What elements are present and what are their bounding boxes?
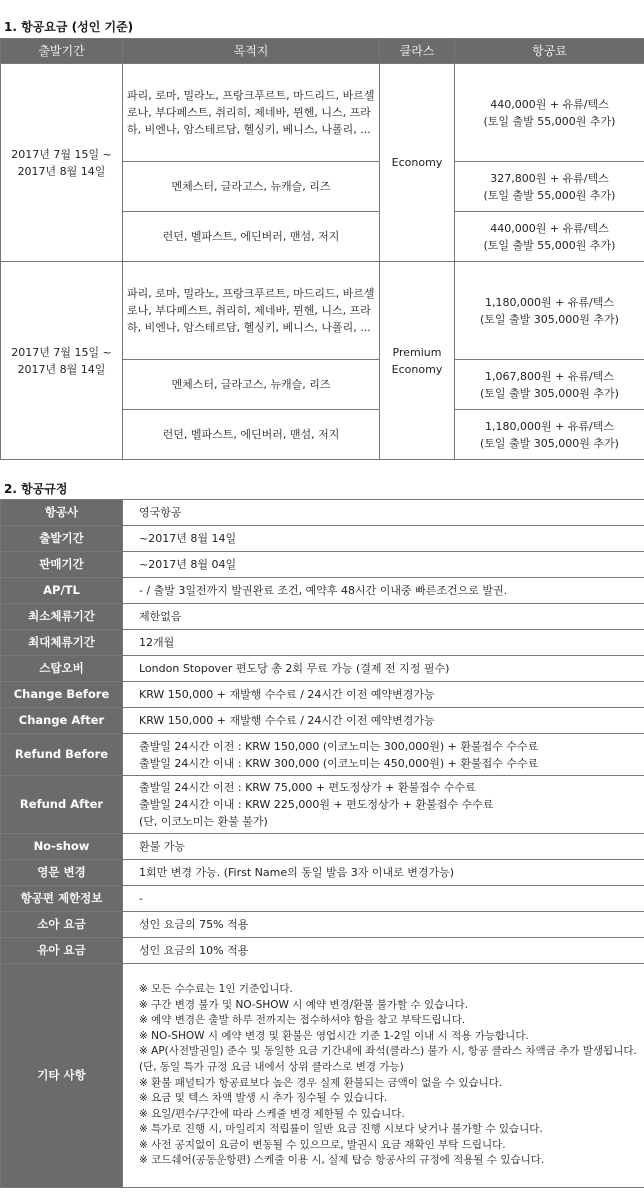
header-fare: 항공료 bbox=[455, 39, 644, 64]
rule-label: 스탑오버 bbox=[1, 656, 123, 682]
table-row bbox=[1, 262, 644, 360]
rule-notes: ※ 모든 수수료는 1인 기준입니다. ※ 구간 변경 불가 및 NO-SHOW 시 예약 변경/환불 불가할 수 있습니다. ※ 예약 변경은 출발 하루 전까지는 접수하셔야 함을 참고 부탁드립니다. ※ NO-SHOW 시 예약 변경 및 환불은 영업시간 기준 1-2일 이내 시 적용 가능합니다. ※ AP(사전발권일) 준수 및 동일한 요금 기간내에 좌석(클라스) 불가 시, 항공 클라스 차액금 추가 발생됩니다. (단, 동일 특가 규정 요금 내에서 상위 클라스로 변경 가능) ※ 환불 패널티가 항공료보다 높은 경우 실제 환불되는 금액이 없을 수 있습니다. ※ 요금 및 텍스 차액 발생 시 추가 징수될 수 있습니다. ※ 요일/편수/구간에 따라 스케줄 변경 제한될 수 있습니다. ※ 특가로 진행 시, 마일리지 적립률이 일반 요금 진행 시보다 낮거나 불가할 수 있습니다. ※ 사전 공지없이 요금이 변동될 수 있으므로, 발권시 요금 재확인 부탁 드립니다. ※ 코드쉐어(공동운항편) 스케줄 이용 시, 실제 탑승 항공사의 규정에 적용될 수 있습니다. bbox=[123, 964, 644, 1188]
rule-label: Refund Before bbox=[1, 734, 123, 776]
rule-label: AP/TL bbox=[1, 578, 123, 604]
rule-value: 성인 요금의 75% 적용 bbox=[123, 912, 644, 938]
rule-value: 12개월 bbox=[123, 630, 644, 656]
destination-cell: 멘체스터, 글라고스, 뉴캐슬, 리즈 bbox=[123, 360, 380, 410]
rule-value: ~2017년 8월 14일 bbox=[123, 526, 644, 552]
rule-label: 소아 요금 bbox=[1, 912, 123, 938]
table-row bbox=[1, 964, 644, 1188]
table-row bbox=[1, 708, 644, 734]
rule-value: KRW 150,000 + 재발행 수수료 / 24시간 이전 예약변경가능 bbox=[123, 708, 644, 734]
table-row bbox=[1, 526, 644, 552]
table-row bbox=[1, 630, 644, 656]
class-cell: Premium Economy bbox=[380, 262, 455, 460]
table-row bbox=[1, 938, 644, 964]
rule-label: 항공사 bbox=[1, 500, 123, 526]
header-class: 클라스 bbox=[380, 39, 455, 64]
rule-label: 기타 사항 bbox=[1, 964, 123, 1188]
table-row bbox=[1, 860, 644, 886]
table-row bbox=[1, 656, 644, 682]
table-row bbox=[1, 604, 644, 630]
fare-cell: 327,800원 + 유류/텍스 (토일 출발 55,000원 추가) bbox=[455, 162, 644, 212]
rule-value: ~2017년 8월 04일 bbox=[123, 552, 644, 578]
rule-value: - / 출발 3일전까지 발권완료 조건, 예약후 48시간 이내중 빠른조건으로 발권. bbox=[123, 578, 644, 604]
rule-value: 영국항공 bbox=[123, 500, 644, 526]
table-row bbox=[1, 578, 644, 604]
destination-cell: 런던, 벨파스트, 에딘버러, 맨섬, 저지 bbox=[123, 410, 380, 460]
rule-label: 유아 요금 bbox=[1, 938, 123, 964]
destination-cell: 파리, 로마, 밀라노, 프랑크푸르트, 마드리드, 바르셀로나, 부다페스트, 취리히, 제네바, 뮌헨, 니스, 프라하, 비엔나, 암스테르담, 헬싱키, 베니스, 나폴리, ... bbox=[123, 262, 380, 360]
fare-table-header bbox=[1, 39, 644, 64]
rule-value: 성인 요금의 10% 적용 bbox=[123, 938, 644, 964]
fare-table bbox=[0, 38, 644, 460]
rule-label: No-show bbox=[1, 834, 123, 860]
fare-cell: 440,000원 + 유류/텍스 (토일 출발 55,000원 추가) bbox=[455, 64, 644, 162]
rule-label: 영문 변경 bbox=[1, 860, 123, 886]
rule-value: - bbox=[123, 886, 644, 912]
rule-value: 1회만 변경 가능. (First Name의 동일 발음 3자 이내로 변경가능) bbox=[123, 860, 644, 886]
table-row bbox=[1, 64, 644, 162]
rule-value: 환불 가능 bbox=[123, 834, 644, 860]
rule-label: Change Before bbox=[1, 682, 123, 708]
rule-label: 항공편 제한정보 bbox=[1, 886, 123, 912]
rule-value: KRW 150,000 + 재발행 수수료 / 24시간 이전 예약변경가능 bbox=[123, 682, 644, 708]
header-destination: 목적지 bbox=[123, 39, 380, 64]
period-cell: 2017년 7월 15일 ~ 2017년 8월 14일 bbox=[1, 262, 123, 460]
section2-title: 2. 항공규정 bbox=[4, 482, 68, 496]
rule-value: 출발일 24시간 이전 : KRW 75,000 + 편도정상가 + 환불접수 수수료 출발일 24시간 이내 : KRW 225,000원 + 편도정상가 + 환불접수 수수료 (단, 이코노미는 환불 불가) bbox=[123, 776, 644, 834]
table-row bbox=[1, 912, 644, 938]
table-row bbox=[1, 734, 644, 776]
fare-cell: 1,180,000원 + 유류/텍스 (토일 출발 305,000원 추가) bbox=[455, 410, 644, 460]
table-row bbox=[1, 834, 644, 860]
table-row bbox=[1, 552, 644, 578]
rule-label: 출발기간 bbox=[1, 526, 123, 552]
section1-title: 1. 항공요금 (성인 기준) bbox=[4, 20, 134, 34]
rule-value: 제한없음 bbox=[123, 604, 644, 630]
fare-cell: 440,000원 + 유류/텍스 (토일 출발 55,000원 추가) bbox=[455, 212, 644, 262]
destination-cell: 멘체스터, 글라고스, 뉴캐슬, 리즈 bbox=[123, 162, 380, 212]
rule-label: Change After bbox=[1, 708, 123, 734]
header-period: 출발기간 bbox=[1, 39, 123, 64]
rule-label: 판매기간 bbox=[1, 552, 123, 578]
table-row bbox=[1, 500, 644, 526]
class-cell: Economy bbox=[380, 64, 455, 262]
rule-label: 최대체류기간 bbox=[1, 630, 123, 656]
table-row bbox=[1, 682, 644, 708]
table-row bbox=[1, 776, 644, 834]
destination-cell: 파리, 로마, 밀라노, 프랑크푸르트, 마드리드, 바르셀로나, 부다페스트, 취리히, 제네바, 뮌헨, 니스, 프라하, 비엔나, 암스테르담, 헬싱키, 베니스, 나폴리, ... bbox=[123, 64, 380, 162]
fare-cell: 1,067,800원 + 유류/텍스 (토일 출발 305,000원 추가) bbox=[455, 360, 644, 410]
rule-label: Refund After bbox=[1, 776, 123, 834]
rule-label: 최소체류기간 bbox=[1, 604, 123, 630]
fare-cell: 1,180,000원 + 유류/텍스 (토일 출발 305,000원 추가) bbox=[455, 262, 644, 360]
period-cell: 2017년 7월 15일 ~ 2017년 8월 14일 bbox=[1, 64, 123, 262]
destination-cell: 런던, 벨파스트, 에딘버러, 맨섬, 저지 bbox=[123, 212, 380, 262]
rule-value: 출발일 24시간 이전 : KRW 150,000 (이코노미는 300,000원) + 환불접수 수수료 출발일 24시간 이내 : KRW 300,000 (이코노미는 450,000원) + 환불접수 수수료 bbox=[123, 734, 644, 776]
rules-table bbox=[0, 499, 644, 1188]
table-row bbox=[1, 886, 644, 912]
rule-value: London Stopover 편도당 총 2회 무료 가능 (결제 전 지정 필수) bbox=[123, 656, 644, 682]
